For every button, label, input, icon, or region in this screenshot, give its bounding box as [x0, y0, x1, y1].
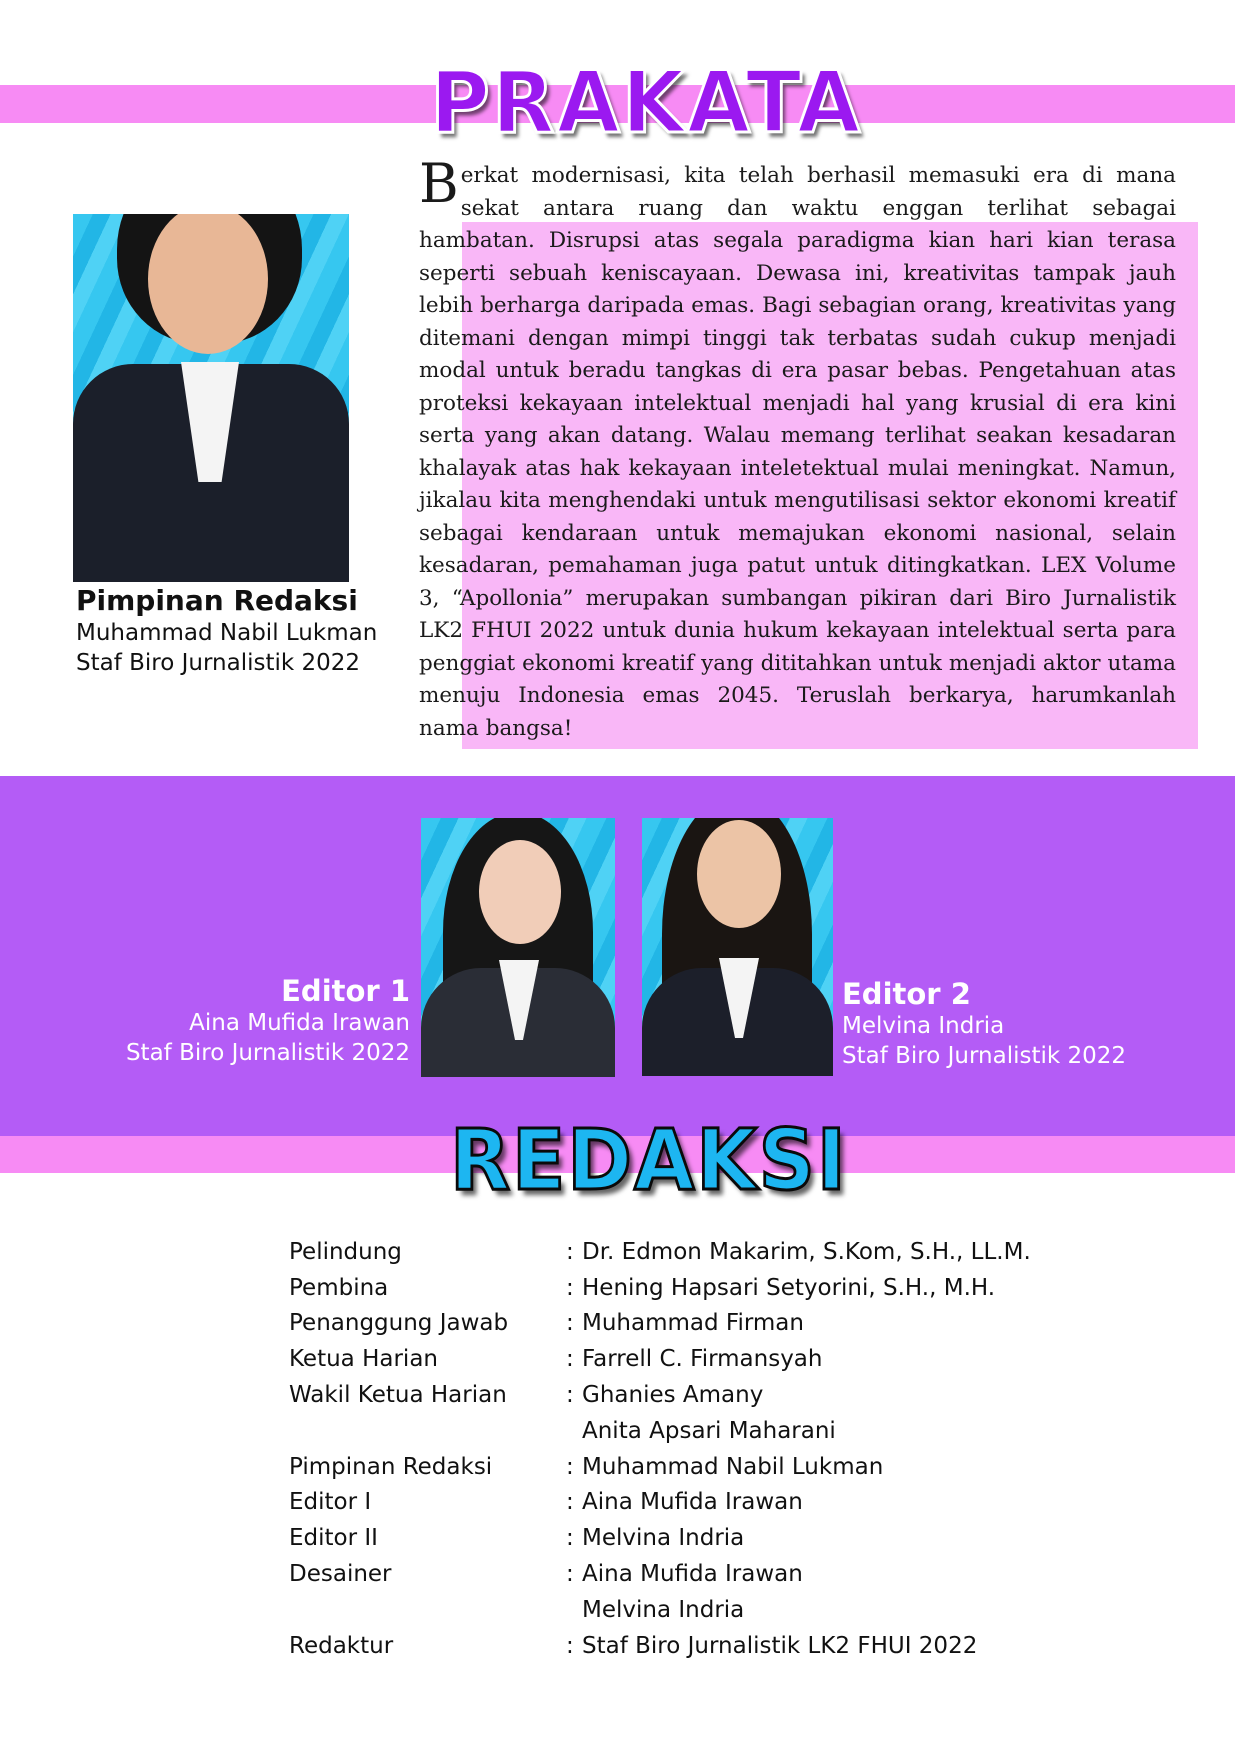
- editor-2-org: Staf Biro Jurnalistik 2022: [842, 1043, 1127, 1069]
- masthead-role: Editor I: [289, 1489, 372, 1516]
- masthead-row: [289, 1556, 1189, 1592]
- masthead-role: Pembina: [289, 1274, 389, 1301]
- masthead-colon: :: [566, 1632, 574, 1659]
- redaksi-title: REDAKSI: [450, 1111, 848, 1209]
- masthead-colon: :: [566, 1561, 574, 1588]
- masthead-role: Desainer: [289, 1561, 392, 1588]
- editor-2-name: Melvina Indria: [842, 1013, 1005, 1039]
- masthead-row: [289, 1413, 1189, 1449]
- editor-2-photo: [642, 818, 833, 1076]
- masthead-role: Penanggung Jawab: [289, 1310, 509, 1337]
- masthead-person: Muhammad Nabil Lukman: [582, 1453, 884, 1480]
- masthead-person: Aina Mufida Irawan: [582, 1489, 803, 1516]
- editor-2-role: Editor 2: [842, 977, 971, 1011]
- masthead-row: [289, 1341, 1189, 1377]
- editor-1-org: Staf Biro Jurnalistik 2022: [125, 1040, 410, 1066]
- masthead-person: Aina Mufida Irawan: [582, 1561, 803, 1588]
- masthead-colon: :: [566, 1238, 574, 1265]
- masthead-row: [289, 1592, 1189, 1628]
- intro-paragraph: erkat modernisasi, kita telah berhasil memasuki era di mana sekat antara ruang dan waktu enggan terlihat sebagai hambatan. Disrupsi atas segala paradigma kian hari kian terasa seperti sebuah keniscayaan. Dewasa ini, kreativitas tampak jauh lebih berharga daripada emas. Bagi sebagian orang, kreativitas yang ditemani dengan mimpi tinggi tak terbatas sudah cukup menjadi modal untuk beradu tangkas di era pasar bebas. Pengetahuan atas proteksi kekayaan intelektual menjadi hal yang krusial di era kini serta yang akan datang. Walau memang terlihat seakan kesadaran khalayak atas hak kekayaan inteletektual mulai meningkat. Namun, jikalau kita menghendaki untuk mengutilisasi sektor ekonomi kreatif sebagai kendaraan untuk memajukan ekonomi nasional, selain kesadaran, pemahaman juga patut untuk ditingkatkan. LEX Volume 3, “Apollonia” merupakan sumbangan pikiran dari Biro Jurnalistik LK2 FHUI 2022 untuk dunia hukum kekayaan intelektual serta para penggiat ekonomi kreatif yang dititahkan untuk menjadi aktor utama menuju Indonesia emas 2045. Teruslah berkarya, harumkanlah nama bangsa!: [419, 163, 1176, 741]
- editor-2-caption: [842, 977, 1126, 1071]
- masthead-role: Ketua Harian: [289, 1346, 438, 1373]
- editor-1-role: Editor 1: [281, 974, 410, 1008]
- masthead-person: Melvina Indria: [582, 1596, 745, 1623]
- masthead-person: Melvina Indria: [582, 1525, 745, 1552]
- editor-1-caption: [126, 974, 410, 1068]
- prakata-title: PRAKATA: [430, 53, 863, 153]
- masthead-row: [289, 1306, 1189, 1342]
- masthead-person: Hening Hapsari Setyorini, S.H., M.H.: [582, 1274, 996, 1301]
- editors-band: [0, 776, 1235, 1138]
- masthead-person: Dr. Edmon Makarim, S.Kom, S.H., LL.M.: [582, 1238, 1031, 1265]
- masthead-person: Anita Apsari Maharani: [582, 1417, 836, 1444]
- masthead-list: [289, 1234, 1189, 1664]
- intro-dropcap: B: [419, 152, 459, 215]
- masthead-colon: :: [566, 1382, 574, 1409]
- masthead-colon: :: [566, 1274, 574, 1301]
- masthead-role: Pimpinan Redaksi: [289, 1453, 493, 1480]
- masthead-colon: :: [566, 1453, 574, 1480]
- chief-editor-org: Staf Biro Jurnalistik 2022: [76, 650, 361, 676]
- masthead-row: [289, 1270, 1189, 1306]
- masthead-role: Wakil Ketua Harian: [289, 1382, 507, 1409]
- masthead-colon: :: [566, 1525, 574, 1552]
- masthead-person: Staf Biro Jurnalistik LK2 FHUI 2022: [582, 1632, 978, 1659]
- chief-editor-role: Pimpinan Redaksi: [76, 584, 358, 617]
- masthead-row: [289, 1377, 1189, 1413]
- masthead-row: [289, 1449, 1189, 1485]
- chief-editor-name: Muhammad Nabil Lukman: [76, 620, 378, 646]
- chief-editor-photo: [73, 214, 349, 582]
- masthead-colon: :: [566, 1310, 574, 1337]
- masthead-role: Redaktur: [289, 1632, 394, 1659]
- masthead-row: [289, 1485, 1189, 1521]
- masthead-colon: :: [566, 1346, 574, 1373]
- editor-1-photo: [421, 818, 615, 1077]
- prakata-intro: [419, 152, 1176, 745]
- masthead-row: [289, 1520, 1189, 1556]
- masthead-role: Editor II: [289, 1525, 378, 1552]
- masthead-row: [289, 1234, 1189, 1270]
- masthead-person: Muhammad Firman: [582, 1310, 804, 1337]
- masthead-role: Pelindung: [289, 1238, 402, 1265]
- masthead-row: [289, 1628, 1189, 1664]
- masthead-person: Farrell C. Firmansyah: [582, 1346, 823, 1373]
- masthead-person: Ghanies Amany: [582, 1382, 764, 1409]
- editor-1-name: Aina Mufida Irawan: [189, 1010, 410, 1036]
- masthead-colon: :: [566, 1489, 574, 1516]
